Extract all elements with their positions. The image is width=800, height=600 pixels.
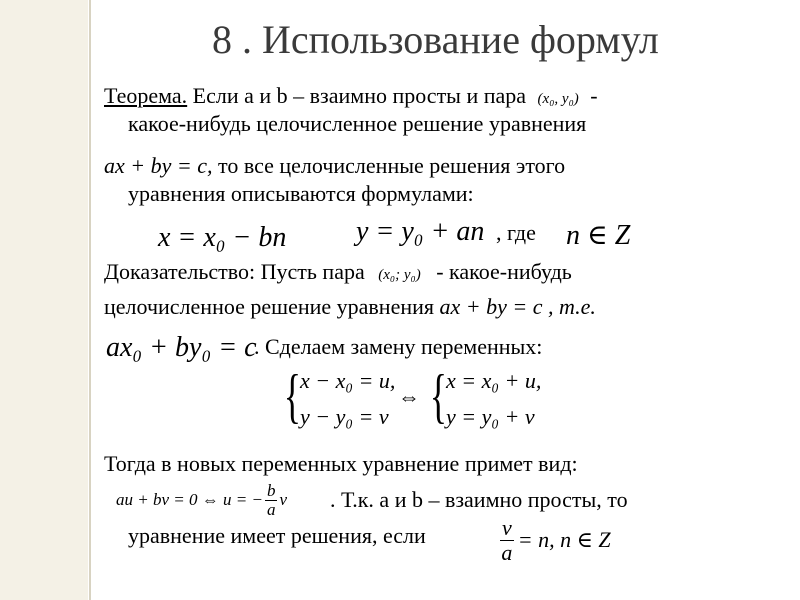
theorem-label: Теорема. xyxy=(104,83,188,108)
proof-line-2 xyxy=(104,293,596,321)
proof-line-3: . Сделаем замену переменных: xyxy=(254,334,543,359)
theorem-line-2: какое-нибудь целочисленное решение уравнения xyxy=(128,111,587,136)
x-formula: x = x₀ − bn xyxy=(158,222,287,253)
fraction-b-over-a xyxy=(265,482,278,519)
theorem-equation: ax + by = c, xyxy=(104,153,213,178)
proof-text-1-end: - какое-нибудь xyxy=(436,259,572,284)
theorem-text-3: то все целочисленные решения этого xyxy=(218,153,566,178)
conclusion-equation xyxy=(116,478,287,522)
sys-left-eq-1: x − x₀ = u, xyxy=(300,368,396,393)
n-in-z-formula: n ∈ Z xyxy=(566,220,631,251)
left-brace: { xyxy=(283,363,302,429)
conclusion-line-3: уравнение имеет решения, если xyxy=(128,523,426,548)
fraction-b-numerator: b xyxy=(266,480,276,500)
equivalence-symbol: ⇔ xyxy=(398,384,420,409)
left-divider-line xyxy=(89,0,91,600)
proof-pair: (x₀; y₀) xyxy=(378,267,421,283)
slide-title: 8 . Использование формул xyxy=(212,17,659,62)
left-decorative-band xyxy=(0,0,88,600)
sys-right-eq-1: x = x₀ + u, xyxy=(446,368,542,393)
where-text: , где xyxy=(496,220,536,245)
fraction-v-denominator: a xyxy=(501,539,513,565)
theorem-line-4: уравнения описываются формулами: xyxy=(128,181,474,206)
proof-label: Доказательство: Пусть пара xyxy=(104,259,365,284)
conclusion-eq-left: au + bv = 0 ⇔ u = − xyxy=(116,490,263,509)
conclusion-line-1: Тогда в новых переменных уравнение примет вид: xyxy=(104,451,578,476)
fraction-v-over-a xyxy=(500,516,514,563)
theorem-pair: (x₀, y₀) xyxy=(537,91,579,107)
proof-eq0: ax₀ + by₀ = c xyxy=(106,332,257,363)
sys-right-eq-2: y = y₀ + v xyxy=(446,404,535,429)
theorem-line-3 xyxy=(104,152,565,180)
fraction-v-numerator: v xyxy=(502,515,512,541)
proof-line-1 xyxy=(104,258,572,289)
condition-formula xyxy=(500,512,611,568)
sys-left-eq-2: y − y₀ = v xyxy=(300,404,389,429)
theorem-line-1 xyxy=(104,82,598,113)
fraction-b-denominator: a xyxy=(266,499,276,519)
y-formula: y = y₀ + an xyxy=(356,216,485,247)
theorem-dash: - xyxy=(590,83,598,108)
condition-rest: = n, n ∈ Z xyxy=(517,527,611,552)
theorem-text-1: Если a и b – взаимно просты и пара xyxy=(192,83,527,108)
right-brace: { xyxy=(429,363,448,429)
proof-text-2: целочисленное решение уравнения xyxy=(104,294,435,319)
proof-equation: ax + by = c , т.е. xyxy=(439,294,596,319)
conclusion-eq-v: v xyxy=(279,490,287,509)
conclusion-line-2: . Т.к. a и b – взаимно просты, то xyxy=(330,487,628,512)
